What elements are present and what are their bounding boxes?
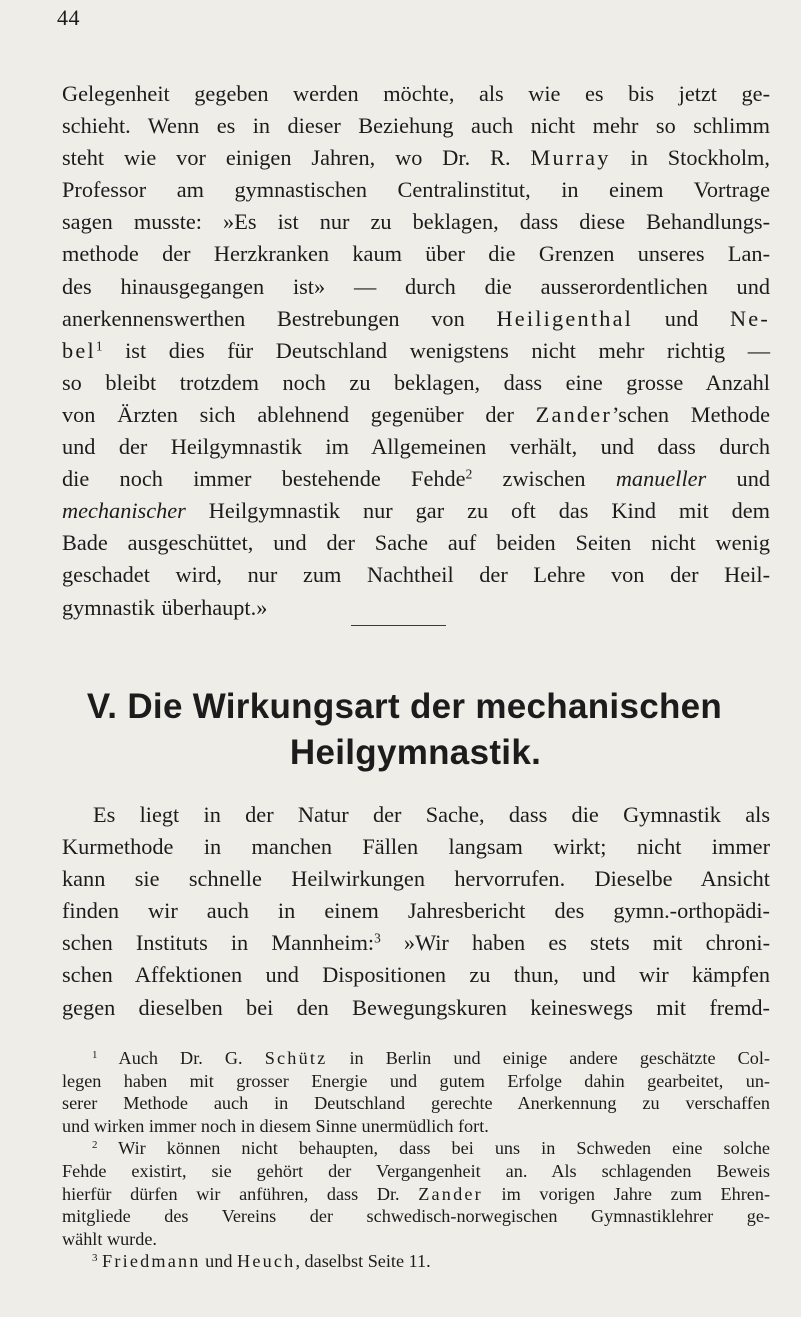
text-line <box>62 399 770 431</box>
section-paragraph <box>62 799 770 1024</box>
text-run: Kurmethode in manchen Fällen langsam wirkt; nicht immer <box>62 834 770 860</box>
footnote-line <box>62 1070 770 1093</box>
footnote-line <box>62 1092 770 1115</box>
text-line <box>62 992 770 1024</box>
continued-paragraph <box>62 78 770 624</box>
footnote-line <box>62 1047 770 1070</box>
text-line <box>62 863 770 895</box>
text-line <box>62 174 770 206</box>
section-heading <box>0 684 801 776</box>
text-run: gymnastik überhaupt.» <box>62 594 268 620</box>
text-run: in Berlin und einige andere geschätzte Col- <box>327 1048 770 1068</box>
text-line <box>62 495 770 527</box>
text-run: schieht. Wenn es in dieser Beziehung auch nicht mehr so schlimm <box>62 113 770 139</box>
text-line <box>62 271 770 303</box>
text-run: in Stockholm, <box>610 145 770 171</box>
text-run: ’schen Methode <box>612 401 770 427</box>
emphasis: mechanischer <box>62 498 186 524</box>
section-divider <box>351 625 446 626</box>
text-line <box>62 799 770 831</box>
text-run: methode der Herzkranken kaum über die Grenzen unseres Lan- <box>62 241 770 267</box>
text-run: und <box>633 305 730 331</box>
author-name: Schütz <box>264 1048 328 1068</box>
footnote-ref: 2 <box>465 466 473 482</box>
text-run: und der Heilgymnastik im Allgemeinen verhält, und dass durch <box>62 434 770 460</box>
footnote-ref: 1 <box>95 338 103 354</box>
section-heading-line: V. Die Wirkungsart der mechanischen <box>86 687 723 726</box>
text-run: gegen dieselben bei den Bewegungskuren keineswegs mit fremd- <box>62 994 770 1020</box>
text-run: hierfür dürfen wir anführen, dass Dr. <box>62 1183 419 1204</box>
text-run: mitgliede des Vereins der schwedisch-norwegischen Gymnastiklehrer ge- <box>62 1206 770 1227</box>
footnote-marker: 3 <box>92 1252 98 1265</box>
author-name: Friedmann <box>102 1251 201 1272</box>
text-run: Heilgymnastik nur gar zu oft das Kind mit dem <box>185 498 770 524</box>
footnote-line <box>62 1183 770 1206</box>
author-name: Heuch <box>236 1251 296 1272</box>
text-line <box>62 831 770 863</box>
footnote-line <box>62 1160 770 1183</box>
author-name: Zander <box>418 1183 483 1204</box>
text-run: serer Methode auch in Deutschland gerechte Anerkennung zu verschaffen <box>62 1093 770 1114</box>
text-run: von Ärzten sich ablehnend gegenüber der <box>62 401 536 427</box>
text-run: Auch Dr. G. <box>97 1048 265 1068</box>
text-run: »Wir haben es stets mit chroni- <box>380 930 771 956</box>
author-name: Ne- <box>729 305 770 331</box>
text-run: zwischen <box>472 466 616 492</box>
text-run: so bleibt trotzdem noch zu beklagen, dass eine grosse Anzahl <box>62 369 770 395</box>
text-line <box>62 431 770 463</box>
text-run: Gelegenheit gegeben werden möchte, als wie es bis jetzt ge- <box>62 81 770 106</box>
footnote-marker: 2 <box>92 1139 98 1152</box>
text-run: legen haben mit grosser Energie und gutem Erfolge dahin gearbeitet, un- <box>62 1070 770 1091</box>
emphasis: manueller <box>615 466 707 492</box>
text-run: und <box>200 1251 237 1272</box>
section-heading-line: Heilgymnastik. <box>289 733 542 772</box>
footnote-ref: 3 <box>374 931 381 947</box>
text-run: Es liegt in der Natur der Sache, dass die Gymnastik als <box>93 802 770 827</box>
text-run: sagen musste: »Es ist nur zu beklagen, dass diese Behandlungs- <box>62 209 770 235</box>
author-name: Murray <box>530 145 611 171</box>
text-line <box>62 238 770 270</box>
text-run: Professor am gymnastischen Centralinstitut, in einem Vortrage <box>62 177 770 203</box>
footnote-line <box>62 1228 770 1251</box>
text-run: wählt wurde. <box>62 1228 157 1249</box>
footnote-line <box>62 1137 770 1160</box>
author-name: Zander <box>535 401 612 427</box>
text-run: kann sie schnelle Heilwirkungen hervorrufen. Dieselbe Ansicht <box>62 866 770 892</box>
text-run: schen Instituts in Mannheim: <box>62 930 375 956</box>
text-line <box>62 559 770 591</box>
text-run: anerkennenswerthen Bestrebungen von <box>62 305 497 331</box>
author-name: bel <box>62 337 96 363</box>
text-run: des hinausgegangen ist» — durch die ausserordentlichen und <box>62 273 770 299</box>
text-line <box>62 78 770 110</box>
footnote-marker: 1 <box>92 1049 98 1061</box>
text-line <box>62 206 770 238</box>
text-line <box>62 927 770 959</box>
text-run: geschadet wird, nur zum Nachtheil der Lehre von der Heil- <box>62 562 770 588</box>
footnote-line <box>62 1205 770 1228</box>
text-line <box>62 592 770 624</box>
text-run: und <box>706 466 771 492</box>
text-line <box>62 335 770 367</box>
text-run: und wirken immer noch in diesem Sinne unermüdlich fort. <box>62 1115 489 1136</box>
footnote-line <box>62 1250 770 1273</box>
footnote-line <box>62 1115 770 1138</box>
text-line <box>62 527 770 559</box>
text-run: Fehde existirt, sie gehört der Vergangenheit an. Als schlagenden Beweis <box>62 1160 770 1181</box>
text-run: ist dies für Deutschland wenigstens nicht mehr richtig — <box>102 337 770 363</box>
text-line <box>62 110 770 142</box>
text-run: , daselbst Seite 11. <box>295 1251 431 1272</box>
text-line <box>62 895 770 927</box>
text-run: Wir können nicht behaupten, dass bei uns in Schweden eine solche <box>97 1138 770 1159</box>
text-line <box>62 367 770 399</box>
text-run: im vorigen Jahre zum Ehren- <box>482 1183 770 1204</box>
text-run: schen Affektionen und Dispositionen zu thun, und wir kämpfen <box>62 962 770 988</box>
footnotes <box>62 1047 770 1273</box>
text-run: die noch immer bestehende Fehde <box>62 466 466 492</box>
author-name: Heiligenthal <box>496 305 634 331</box>
text-line <box>62 463 770 495</box>
text-run: steht wie vor einigen Jahren, wo Dr. R. <box>62 145 531 171</box>
page-number: 44 <box>57 5 80 30</box>
text-run: Bade ausgeschüttet, und der Sache auf beiden Seiten nicht wenig <box>62 530 770 556</box>
text-run: finden wir auch in einem Jahresbericht des gymn.-orthopädi- <box>62 898 770 924</box>
text-line <box>62 142 770 174</box>
text-line <box>62 959 770 991</box>
text-line <box>62 303 770 335</box>
